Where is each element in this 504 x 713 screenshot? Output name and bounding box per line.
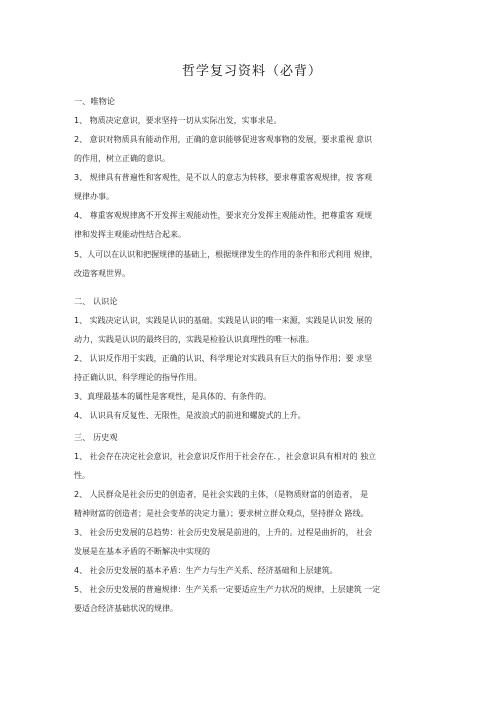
text-line: 的作用，树立正确的意识。 bbox=[74, 154, 170, 163]
text-line: 规律办事。 bbox=[74, 192, 114, 201]
text-line: 精神财富的创造者；是社会变革的决定力量）；要求树立群众观点，坚持群众 路线。 bbox=[74, 509, 369, 518]
text-line: 发展是在基本矛盾的不断解决中实现的 bbox=[74, 547, 210, 556]
text-line: 4、 社会历史发展的基本矛盾：生产力与生产关系、经济基础和上层建筑。 bbox=[74, 566, 338, 575]
text-line: 4、 尊重客观规律离不开发挥主观能动性，要求充分发挥主观能动性，把尊重客 观规 bbox=[74, 211, 373, 220]
section-heading: 二、 认识论 bbox=[74, 296, 118, 306]
text-line: 性。 bbox=[74, 471, 90, 480]
document-title: 哲学复习资料（必背） bbox=[181, 64, 322, 79]
text-line: 3、 规律具有普遍性和客观性，是不以人的意志为转移，要求尊重客观规律，按 客观 bbox=[74, 173, 373, 182]
text-line: 5、人可以在认识和把握规律的基础上，根据规律发生的作用的条件和形式利用 规律， bbox=[74, 250, 378, 259]
text-line: 1、 社会存在决定社会意识，社会意识反作用于社会存在．，社会意识具有相对的 独立 bbox=[74, 452, 377, 461]
text-line: 持正确认识、科学理论的指导作用。 bbox=[74, 373, 202, 382]
text-line: 3、真理最基本的属性是客观性，是具体的、有条件的。 bbox=[74, 392, 272, 401]
text-line: 动力，实践是认识的最终目的，实践是检验认识真理性的唯一标准。 bbox=[74, 335, 314, 344]
text-line: 律和发挥主观能动性结合起来。 bbox=[74, 230, 186, 239]
text-line: 2、 人民群众是社会历史的创造者，是社会实践的主体，（是物质财富的创造者， 是 bbox=[74, 490, 369, 499]
text-line: 4、 认识具有反复性、无限性，是波浪式的前进和螺旋式的上升。 bbox=[74, 411, 306, 420]
text-line: 3、 社会历史发展的总趋势：社会历史发展是前进的，上升的。过程是曲折的， 社会 bbox=[74, 528, 373, 537]
text-line: 2、 意识对物质具有能动作用，正确的意识能够促进客观事物的发展，要求重视 意识 bbox=[74, 135, 373, 144]
text-line: 2、 认识反作用于实践，正确的认识、科学理论对实践具有巨大的指导作用；要 求坚 bbox=[74, 354, 373, 363]
section-heading: 三、 历史观 bbox=[74, 432, 118, 442]
text-line: 改造客观世界。 bbox=[74, 269, 130, 278]
text-line: 5、 社会历史发展的普遍规律：生产关系一定要适应生产力状况的规律，上层建筑 一定 bbox=[74, 585, 381, 594]
text-line: 1、 实践决定认识，实践是认识的基础。实践是认识的唯一来源，实践是认识发 展的 bbox=[74, 316, 373, 325]
text-line: 要适合经济基础状况的规律。 bbox=[74, 604, 178, 613]
section-heading: 一、唯物论 bbox=[74, 96, 115, 106]
text-line: 1、 物质决定意识，要求坚持一切从实际出发，实事求是。 bbox=[74, 116, 282, 125]
